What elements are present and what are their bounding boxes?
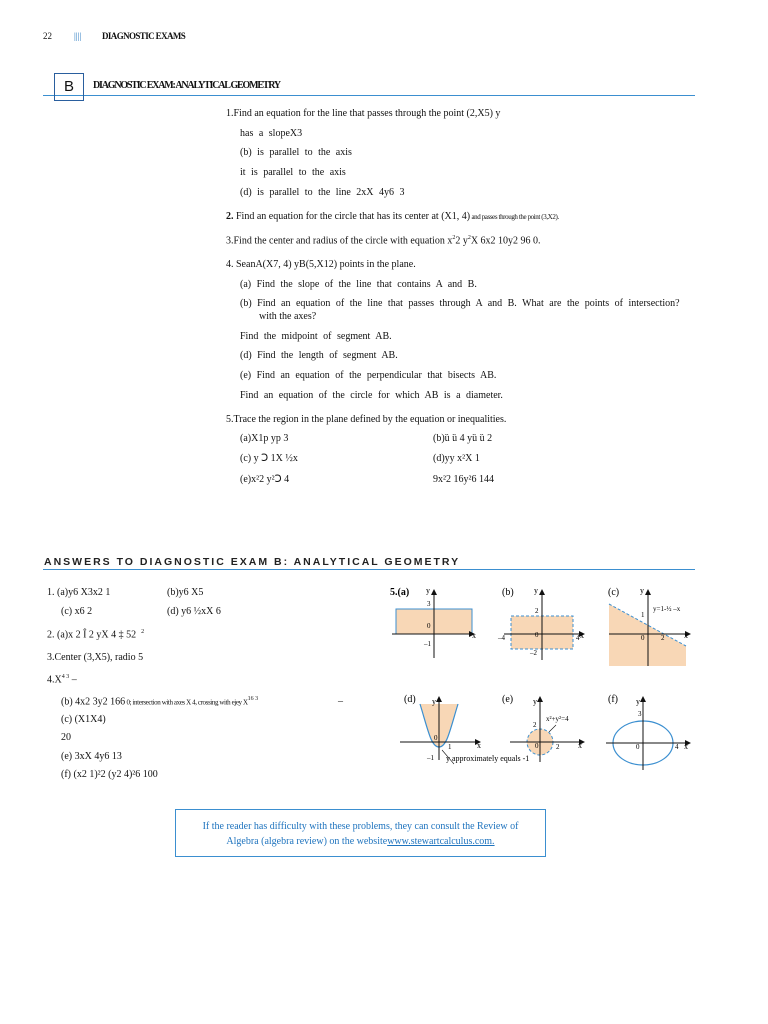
graph-d-tick0: 0 [434, 734, 438, 742]
q3-rest: 2 y [455, 235, 468, 247]
graph-c-x: x [684, 631, 688, 640]
review-note-link[interactable]: www.stewartcalculus.com. [387, 836, 495, 847]
ans-4d: 20 [61, 732, 71, 743]
review-note-line2 [176, 834, 545, 849]
q5-stem: 5.Trace the region in the plane defined by the equation or inequalities. [226, 414, 507, 425]
graph-c-tick1: 1 [641, 611, 645, 619]
graph-a [390, 586, 476, 658]
q1-b: (b) is parallel to the axis [240, 147, 352, 158]
q3 [226, 235, 541, 246]
q2-num: 2. [226, 211, 234, 222]
answers-rule [43, 569, 695, 570]
q3-text: 3.Find the center and radius of the circle with equation x [226, 235, 453, 247]
graph-f-tick0: 0 [636, 743, 640, 751]
q5-a: (a)X1p yp 3 [240, 433, 289, 444]
graph-c-y: y [640, 586, 644, 595]
ans-2-text: 2. (a)x 2 Î 2 yX 4 ‡ 52 [47, 629, 137, 641]
ans-1b: (b)y6 X5 [167, 587, 204, 598]
graph-e-tick2: 2 [533, 721, 537, 729]
q4-a: (a) Find the slope of the line that contains A and B. [240, 279, 477, 290]
ans-4-frac: 4 3 [61, 674, 70, 680]
graph-d-y: y [432, 697, 436, 706]
ans-1a: 1. (a)y6 X3x2 1 [47, 587, 111, 598]
q4-b2: with the axes? [259, 311, 317, 322]
graph-e-eq: x²+y²=4 [546, 715, 569, 723]
graph-e [502, 694, 584, 762]
ans-1d: (d) y6 ½xX 6 [167, 606, 221, 617]
graph-e-tickx2: 2 [556, 743, 560, 751]
answer-graphs [380, 580, 700, 770]
graph-c-tick0: 0 [641, 634, 645, 642]
section-title: DIAGNOSTIC EXAM: ANALYTICAL GEOMETRY [93, 80, 280, 91]
q5-e: (e)x²2 y²Ↄ 4 [240, 474, 290, 485]
graph-d-x: x [477, 741, 481, 750]
q5-d: (d)yy x²X 1 [433, 453, 480, 464]
graph-e-tick0: 0 [535, 742, 539, 750]
ans-4b [61, 696, 258, 707]
graph-b-y: y [534, 586, 538, 595]
graph-d-note: y approximately equals -1 [446, 754, 530, 763]
ans-4b-sup: 16 3 [247, 696, 259, 702]
review-note-line1: If the reader has difficulty with these problems, they can consult the Review of [202, 821, 519, 832]
graph-a-x: x [472, 631, 476, 640]
review-note-line2-text: Algebra (algebra review) on the website [226, 836, 388, 847]
ans-4-text: 4.X [47, 674, 62, 686]
graph-d-label: (d) [404, 694, 416, 705]
header-separator: |||| [74, 31, 82, 41]
graph-f-y: y [636, 697, 640, 706]
graph-e-pointer [549, 725, 556, 732]
section-badge: B [54, 73, 84, 101]
graph-f-tick4: 4 [675, 743, 679, 751]
q2-tail: and passes through the point (3,X2). [470, 213, 559, 221]
graph-d-tickm1: –1 [427, 754, 434, 762]
graph-f-label: (f) [608, 694, 618, 705]
q4-d: (d) Find the length of segment AB. [240, 350, 398, 361]
graph-e-label: (e) [502, 694, 514, 705]
ans-1c: (c) x6 2 [61, 606, 93, 617]
q3-sup2: 2 [467, 235, 471, 241]
graph-f [606, 694, 690, 770]
review-note-box [175, 809, 546, 857]
section-rule [43, 95, 695, 96]
graph-c-label: (c) [608, 587, 620, 598]
q4-b1: (b) Find an equation of the line that passes through A and B. What are the points of intersection? [240, 298, 680, 309]
ans-4f: (f) (x2 1)²2 (y2 4)²6 100 [61, 769, 158, 780]
graph-e-x: x [578, 741, 582, 750]
q1-stem: 1.Find an equation for the line that passes through the point (2,X5) y [226, 108, 501, 119]
graph-b-tick2: 2 [535, 607, 539, 615]
q4-stem: 4. SeanA(X7, 4) yB(5,X12) points in the plane. [226, 259, 416, 270]
graph-b [497, 586, 584, 660]
q3-rest2: X 6x2 10y2 96 0. [470, 235, 541, 247]
ans-4c: (c) (X1X4) [61, 714, 106, 725]
q5-b: (b)ȕ ȕ 4 yȕ ȕ 2 [433, 433, 493, 444]
graph-f-tick3: 3 [638, 710, 642, 718]
running-title: DIAGNOSTIC EXAMS [102, 31, 186, 41]
q4-c: Find the midpoint of segment AB. [240, 331, 392, 342]
q1-d: (d) is parallel to the line 2xX 4y6 3 [240, 187, 405, 198]
q1-a: has a slopeX3 [240, 128, 303, 139]
graph-c-eq: y=1-½ –x [653, 605, 681, 613]
graph-a-label: 5.(a) [390, 587, 410, 598]
q2 [226, 211, 559, 222]
ans-4b-text: (b) 4x2 3y2 166 [61, 696, 126, 708]
q1-c: it is parallel to the axis [240, 167, 346, 178]
graph-a-tick0: 0 [427, 622, 431, 630]
q5-f: 9x²2 16y²6 144 [433, 474, 494, 485]
graph-a-y: y [426, 586, 430, 595]
q2-text: Find an equation for the circle that has its center at (X1, 4) [233, 211, 471, 222]
q4-f: Find an equation of the circle for which AB is a diameter. [240, 390, 503, 401]
graph-f-x: x [684, 742, 688, 751]
q5-c: (c) y Ↄ 1X ½x [240, 453, 298, 464]
graph-b-tick4: 4 [576, 634, 580, 642]
ans-4 [47, 674, 77, 685]
graph-b-x: x [580, 631, 584, 640]
graph-b-label: (b) [502, 587, 514, 598]
graph-d-tick1: 1 [448, 743, 452, 751]
ans-2 [47, 629, 144, 640]
ans-2-sup: 2 [141, 629, 145, 635]
q4-e: (e) Find an equation of the perpendicular that bisects AB. [240, 370, 497, 381]
page-number: 22 [43, 31, 52, 41]
graph-c [608, 586, 690, 666]
answers-title: ANSWERS TO DIAGNOSTIC EXAM B: ANALYTICAL GEOMETRY [44, 556, 461, 568]
graph-b-tickm4: –4 [498, 634, 505, 642]
ans-4-dash: – [69, 674, 77, 686]
q3-sup1: 2 [452, 235, 456, 241]
ans-4b-dash: – [338, 696, 343, 707]
graph-b-tick0: 0 [535, 631, 539, 639]
graph-b-tickm2: –2 [530, 649, 537, 657]
graph-c-tick2: 2 [661, 634, 665, 642]
graph-a-tick3: 3 [427, 600, 431, 608]
graph-e-y: y [533, 697, 537, 706]
ans-4b-small: 0; intersection with axes X 4, crossing with ejey X [125, 698, 248, 707]
graph-a-tickm1: –1 [424, 640, 431, 648]
ans-4e: (e) 3xX 4y6 13 [61, 751, 122, 762]
ans-3: 3.Center (3,X5), radio 5 [47, 652, 144, 663]
